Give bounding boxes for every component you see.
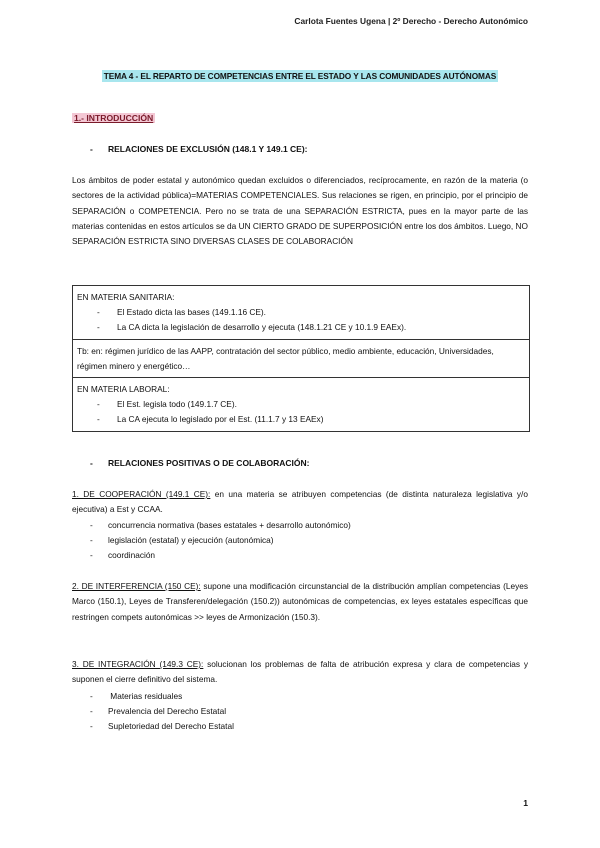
bullet-dash: - <box>90 458 93 468</box>
bullet-dash: - <box>90 535 93 546</box>
list-item <box>90 533 351 548</box>
bullet-dash: - <box>90 706 93 717</box>
list-item-text: La CA ejecuta lo legislado por el Est. (11.1.7 y 13 EAEx) <box>117 414 324 425</box>
list-item <box>90 719 234 734</box>
list-item <box>90 548 351 563</box>
list-item <box>90 704 234 719</box>
paragraph-integracion <box>72 657 528 688</box>
page-header: Carlota Fuentes Ugena | 2º Derecho - Derecho Autonómico <box>294 16 528 26</box>
cell-laboral <box>73 377 529 431</box>
list-item-text: La CA dicta la legislación de desarrollo y ejecuta (148.1.21 CE y 10.1.9 EAEx). <box>117 322 407 333</box>
cell-tb <box>73 339 529 377</box>
list-item <box>77 305 525 320</box>
list-item-text: coordinación <box>108 550 156 561</box>
bullet-dash: - <box>97 399 100 410</box>
list-item-text: concurrencia normativa (bases estatales + desarrollo autonómico) <box>108 520 351 530</box>
list-item-text: Materias residuales <box>108 691 183 701</box>
paragraph-cooperacion <box>72 487 528 518</box>
interferencia-text: supone una modificación circunstancial de la distribución amplían competencias (Leyes Marco (150.1), Leyes de Transferen/delegación (150.2)) autonómicas de competencias, ex leyes estatales específicas que restringen compets autonómicas >> leyes de Armonización (150.3). <box>72 581 529 622</box>
cooperacion-list <box>90 518 351 564</box>
list-item <box>77 320 525 335</box>
bullet-dash: - <box>97 414 100 425</box>
bullet-dash: - <box>90 691 93 701</box>
list-item <box>77 412 525 427</box>
paragraph-exclusion: Los ámbitos de poder estatal y autonómico quedan excluidos o diferenciados, recíprocamente, en razón de la materia (o sectores de la actividad pública)=MATERIAS COMPETENCIALES. Sus relaciones se rigen, en principio, por el principio de SEPARACIÓN o COMPETENCIA. Pero no se trata de una SEPARACIÓN ESTRICTA, pues en la mayor parte de las materias contenidas en estos artículos se da UN CIERTO GRADO DE SUPERPOSICIÓN entre los dos ámbitos. Luego, NO SEPARACIÓN ESTRICTA SINO DIVERSAS CLASES DE COLABORACIÓN <box>72 175 528 247</box>
subheading-exclusion-text: RELACIONES DE EXCLUSIÓN (148.1 Y 149.1 CE): <box>108 144 308 154</box>
examples-table <box>72 285 530 432</box>
title-container <box>72 66 528 84</box>
document-title: TEMA 4 - EL REPARTO DE COMPETENCIAS ENTRE EL ESTADO Y LAS COMUNIDADES AUTÓNOMAS <box>103 71 497 81</box>
cooperacion-label: 1. DE COOPERACIÓN (149.1 CE): <box>72 489 211 499</box>
tb-text: Tb: en: régimen jurídico de las AAPP, contratación del sector público, medio ambiente, educación, Universidades, régimen minero y energético… <box>77 345 494 371</box>
cooperacion-text: en una materia se atribuyen competencias (de distinta naturaleza legislativa y/o ejecutiva) a Est y CCAA. <box>72 489 528 515</box>
bullet-dash: - <box>90 550 93 561</box>
list-item <box>90 689 234 704</box>
integracion-text: solucionan los problemas de falta de atribución expresa y clara de competencias y suponen el cierre definitivo del sistema. <box>72 659 529 685</box>
bullet-dash: - <box>90 721 93 732</box>
subheading-colaboracion <box>90 458 310 468</box>
list-item-text: El Est. legisla todo (149.1.7 CE). <box>117 399 237 410</box>
paragraph-interferencia <box>72 579 528 625</box>
bullet-dash: - <box>90 520 93 530</box>
bullet-dash: - <box>97 322 100 333</box>
cell-sanitaria <box>73 286 529 339</box>
integracion-label: 3. DE INTEGRACIÓN (149.3 CE): <box>72 659 204 669</box>
bullet-dash: - <box>90 144 93 154</box>
subheading-exclusion <box>90 144 308 154</box>
list-item <box>90 518 351 533</box>
list-item <box>77 397 525 412</box>
integracion-list <box>90 689 234 735</box>
laboral-title: EN MATERIA LABORAL: <box>77 384 170 395</box>
intro-heading: 1.- INTRODUCCIÓN <box>74 113 154 123</box>
sanitaria-title: EN MATERIA SANITARIA: <box>77 292 175 302</box>
list-item-text: Supletoriedad del Derecho Estatal <box>108 721 234 732</box>
list-item-text: legislación (estatal) y ejecución (autonómica) <box>108 535 274 546</box>
list-item-text: El Estado dicta las bases (149.1.16 CE). <box>117 307 266 318</box>
page-number: 1 <box>523 798 528 808</box>
list-item-text: Prevalencia del Derecho Estatal <box>108 706 227 717</box>
interferencia-label: 2. DE INTERFERENCIA (150 CE): <box>72 581 201 591</box>
bullet-dash: - <box>97 307 100 318</box>
subheading-colaboracion-text: RELACIONES POSITIVAS O DE COLABORACIÓN: <box>108 458 310 468</box>
